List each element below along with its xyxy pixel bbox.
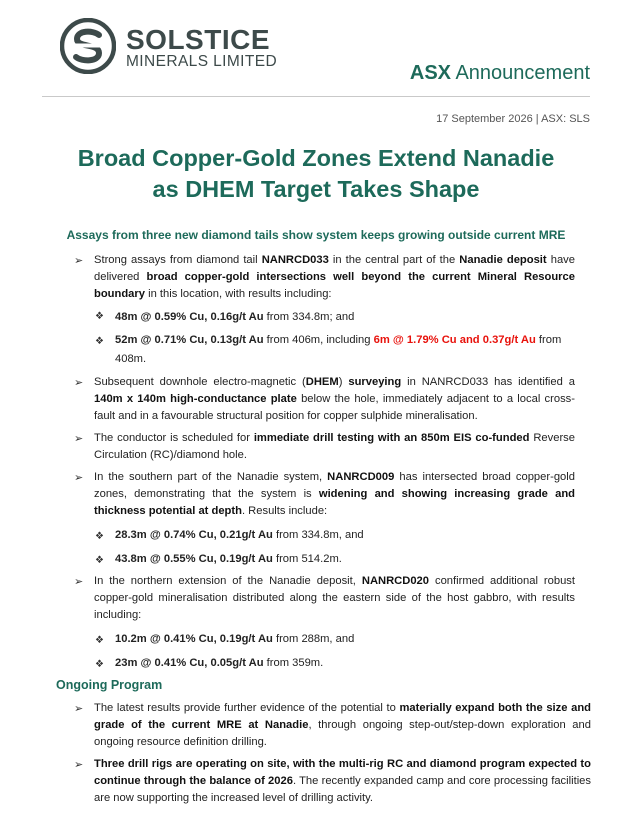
dateline: 17 September 2026 | ASX: SLS	[436, 113, 590, 125]
arrowhead-bullet-icon: ➢	[74, 433, 84, 445]
bullet-1-text: Strong assays from diamond tail NANRCD033 in the central part of the Nanadie deposit have delivered broad copper-gold intersections well beyond the current Mineral Resource boundary in this location, with results including:	[94, 254, 575, 300]
bullet-3-text: The conductor is scheduled for immediate drill testing with an 850m EIS co-funded Reverse Circulation (RC)/diamond hole.	[94, 432, 575, 461]
page-title	[40, 143, 592, 205]
section-heading-ongoing-program: Ongoing Program	[56, 678, 163, 692]
header-divider	[42, 96, 590, 97]
sub-bullet-3: 28.3m @ 0.74% Cu, 0.21g/t Au from 334.8m, and	[115, 529, 364, 541]
arrowhead-bullet-icon: ➢	[74, 703, 84, 715]
arrowhead-bullet-icon: ➢	[74, 377, 84, 389]
sub-bullet-4: 43.8m @ 0.55% Cu, 0.19g/t Au from 514.2m.	[115, 553, 342, 565]
sub-bullet-6: 23m @ 0.41% Cu, 0.05g/t Au from 359m.	[115, 657, 324, 669]
arrowhead-bullet-icon: ➢	[74, 472, 84, 484]
company-name: SOLSTICE	[126, 24, 271, 55]
title-line-2: as DHEM Target Takes Shape	[152, 176, 480, 202]
sub-bullet-5: 10.2m @ 0.41% Cu, 0.19g/t Au from 288m, and	[115, 633, 355, 645]
four-diamond-bullet-icon: ❖	[95, 531, 104, 542]
four-diamond-bullet-icon: ❖	[95, 659, 104, 670]
bullet-2-text: Subsequent downhole electro-magnetic (DHEM) surveying in NANRCD033 has identified a 140m x 140m high-conductance plate below the hole, immediately adjacent to a local cross-fault and in a favourable structural position for copper sulphide mineralisation.	[94, 376, 575, 422]
bullet-5-text: In the northern extension of the Nanadie deposit, NANRCD020 confirmed additional robust copper-gold mineralisation distributed along the eastern side of the host gabbro, with results including:	[94, 575, 575, 621]
bullet-4-text: In the southern part of the Nanadie system, NANRCD009 has intersected broad copper-gold zones, demonstrating that the system is widening and showing increasing grade and thickness potential at depth. Results include:	[94, 471, 575, 517]
subtitle: Assays from three new diamond tails show system keeps growing outside current MRE	[66, 228, 566, 242]
sub-bullet-1: 48m @ 0.59% Cu, 0.16g/t Au from 334.8m; and	[115, 311, 355, 323]
four-diamond-bullet-icon: ❖	[95, 635, 104, 646]
asx-word: ASX	[409, 62, 451, 84]
bullet-7-text: Three drill rigs are operating on site, with the multi-rig RC and diamond program expected to continue through the balance of 2026. The recently expanded camp and core processing facilities are now supporting the increased level of drilling activity.	[94, 758, 591, 804]
four-diamond-bullet-icon: ❖	[95, 336, 104, 347]
arrowhead-bullet-icon: ➢	[74, 576, 84, 588]
four-diamond-bullet-icon: ❖	[95, 311, 104, 322]
company-logo	[60, 18, 300, 76]
announcement-word: Announcement	[455, 62, 590, 84]
sub-bullet-2: 52m @ 0.71% Cu, 0.13g/t Au from 406m, including 6m @ 1.79% Cu and 0.37g/t Au from 408m.	[115, 334, 562, 365]
asx-announcement-label	[410, 62, 590, 85]
arrowhead-bullet-icon: ➢	[74, 759, 84, 771]
solstice-s-logo-icon	[60, 18, 116, 74]
arrowhead-bullet-icon: ➢	[74, 255, 84, 267]
title-line-1: Broad Copper-Gold Zones Extend Nanadie	[77, 145, 555, 171]
four-diamond-bullet-icon: ❖	[95, 555, 104, 566]
company-subname: MINERALS LIMITED	[126, 53, 278, 70]
bullet-6-text: The latest results provide further evidence of the potential to materially expand both the size and grade of the current MRE at Nanadie, through ongoing step-out/step-down exploration and ongoing resource definition drilling.	[94, 702, 591, 748]
